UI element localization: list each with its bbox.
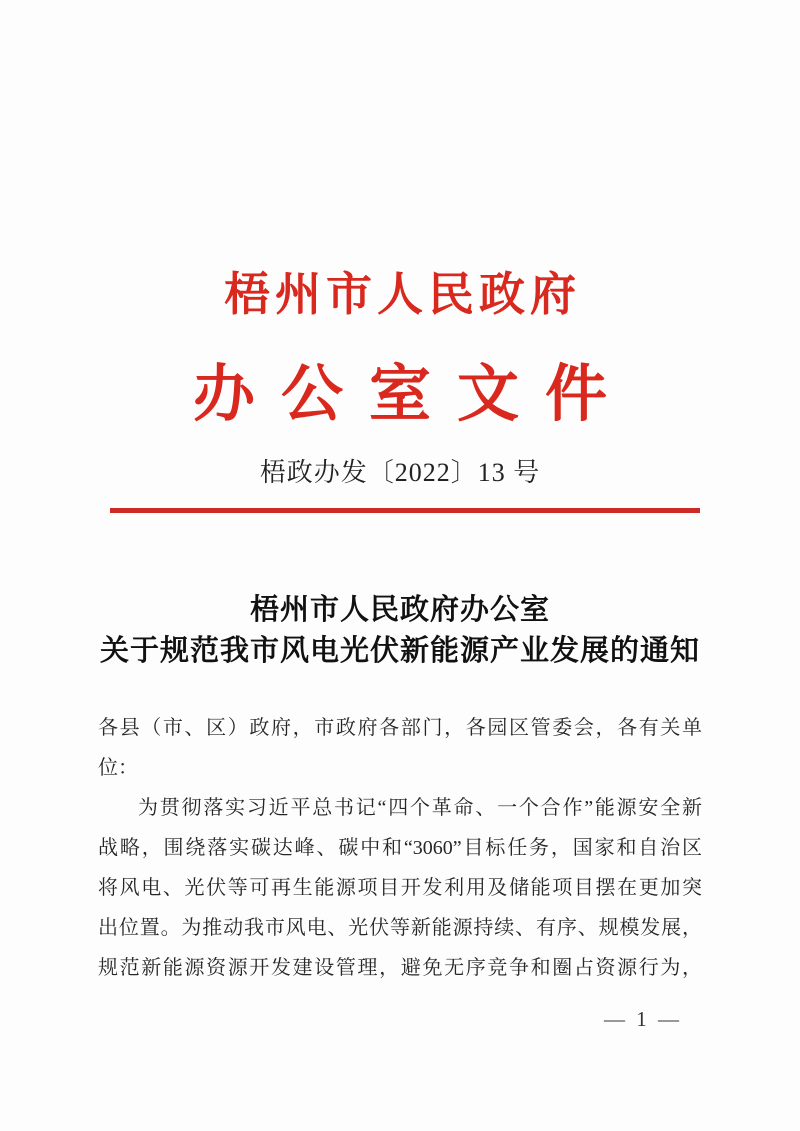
page-number: — 1 — [604,1007,682,1031]
body-line: 将风电、光伏等可再生能源项目开发利用及储能项目摆在更加突 [98,877,702,899]
body-text [98,708,702,988]
header-org-name: 梧州市人民政府 [224,269,581,320]
body-line: 出位置。为推动我市风电、光伏等新能源持续、有序、规模发展， [98,917,702,939]
header-doc-type: 办公室文件 [192,361,633,429]
body-line: 规范新能源资源开发建设管理，避免无序竞争和圈占资源行为， [98,957,702,979]
body-line: 位： [98,757,138,779]
body-line: 战略，围绕落实碳达峰、碳中和“3060”目标任务，国家和自治区 [98,837,702,859]
document-title [0,590,800,672]
body-line: 为贯彻落实习近平总书记“四个革命、一个合作”能源安全新 [138,797,702,819]
doc-number: 梧政办发〔2022〕13 号 [259,458,541,487]
red-separator-rule [110,508,700,513]
document-title-line2: 关于规范我市风电光伏新能源产业发展的通知 [99,635,700,667]
body-line: 各县（市、区）政府，市政府各部门，各园区管委会，各有关单 [98,717,702,739]
document-title-line1: 梧州市人民政府办公室 [249,594,550,626]
